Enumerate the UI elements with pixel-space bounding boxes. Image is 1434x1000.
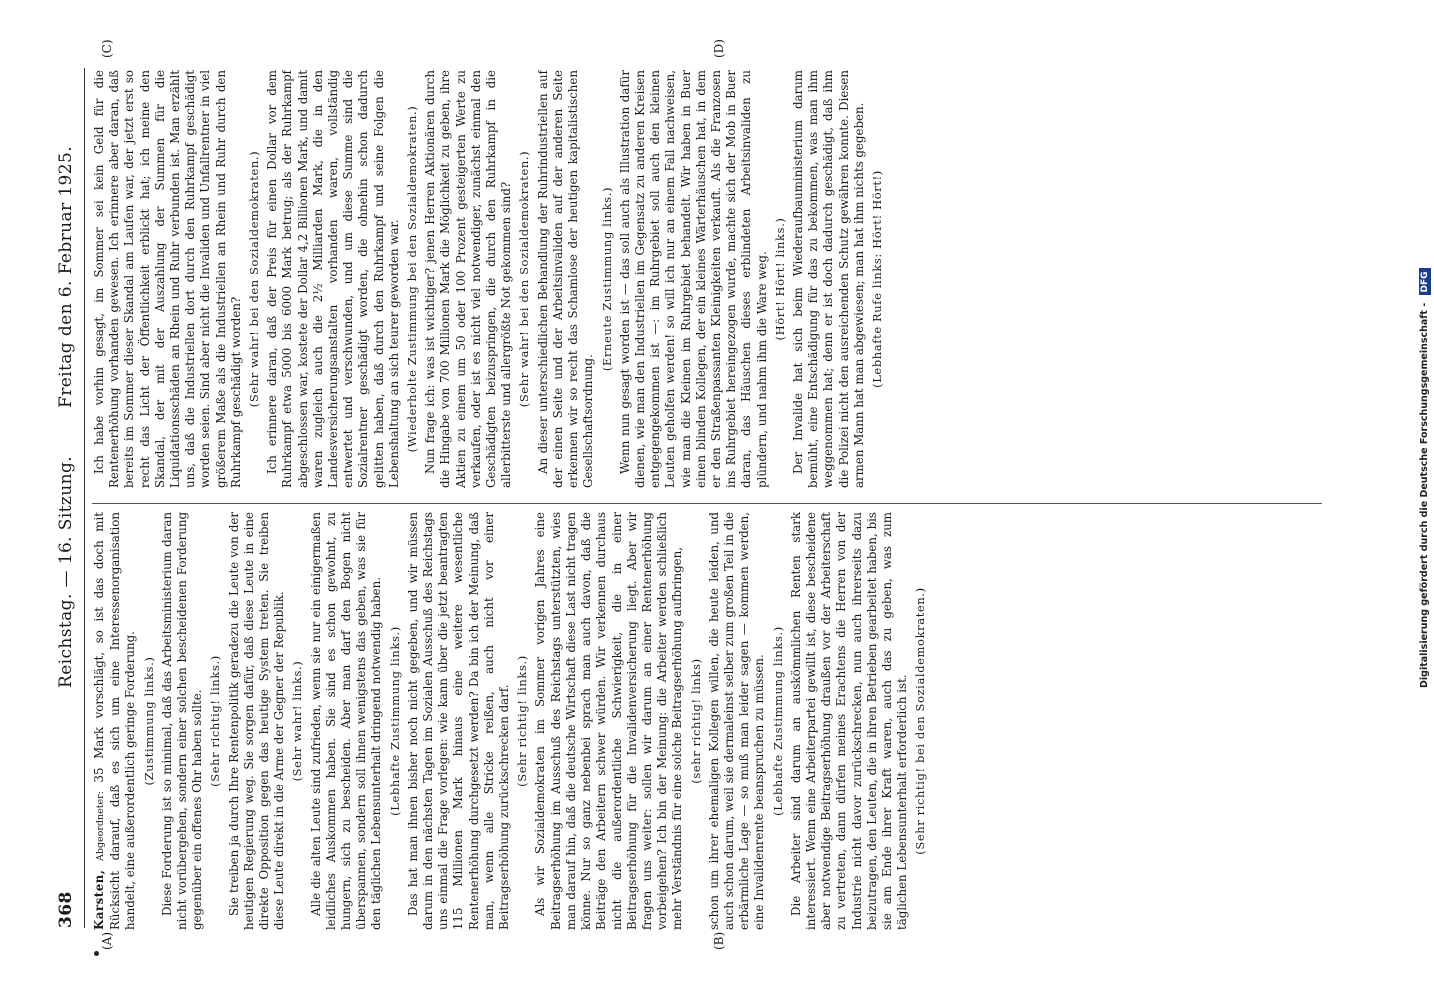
- paragraph: Als wir Sozialdemokraten im Sommer vorigen Jahres eine Beitragserhöhung im Ausschuß des Reichstags unterstützten, wies man darauf hin, daß die deutsche Wirtschaft diese Last nicht tragen könne. Nur so ganz nebenbei sprach man auch davon, daß die Beiträge den Arbeitern schwer würden. Wir verkennen durchaus nicht die außerordentliche Schwierigkeit, die in einer Beitragserhöhung für die Invalidenversicherung liegt. Aber wir fragen uns weiter: sollen wir darum an einer Rentenerhöhung vorbeigehen? Ich bin der Meinung: die Arbeiter werden schließlich mehr Verständnis für eine solche Beitragserhöhung aufbringen,: [533, 512, 685, 930]
- interjection: (Sehr richtig! links.): [208, 655, 223, 787]
- margin-mark-d: (D): [712, 39, 726, 58]
- paragraph: Ich habe vorhin gesagt, im Sommer sei kein Geld für die Rentenerhöhung vorhanden gewesen. Ich erinnere aber daran, daß bereits im Sommer dieser Skandal am Laufen war, der jetzt erst so recht das Licht der Öffentlichkeit erblickt hat; ich meine den Skandal, der mit der Auszahlung der Summen für die Liquidationsschäden an Rhein und Ruhr verbunden ist. Man erzählt uns, daß die Industriellen dort durch den Ruhrkampf geschädigt worden seien. Sind aber nicht die Invaliden und Unfallrentner in viel größerem Maße als die Industriellen an Rhein und Ruhr durch den Ruhrkampf geschädigt worden?: [92, 70, 243, 488]
- margin-mark-a: (A): [100, 931, 114, 950]
- paragraph: Sie treiben ja durch Ihre Rentenpolitik geradezu die Leute von der heutigen Regierung weg. Sie sorgen dafür, daß diese Leute in eine direkte Opposition gegen das heutige System treten. Sie treiben diese Leute direkt in die Arme der Gegner der Republik.: [226, 512, 287, 930]
- right-column: [92, 70, 1322, 488]
- speaker-paragraph: [92, 512, 139, 930]
- interjection: (sehr richtig! links): [688, 658, 703, 784]
- interjection: (Lebhafte Zustimmung links.): [387, 626, 402, 816]
- interjection: (Sehr wahr! bei den Sozialdemokraten.): [247, 150, 262, 408]
- scan-speck: [94, 951, 99, 956]
- interjection: (Erneute Zustimmung links.): [599, 186, 614, 372]
- margin-mark-b: (B): [712, 931, 726, 950]
- margin-mark-c: (C): [100, 39, 114, 58]
- paragraph: Nun frage ich: was ist wichtiger? jenen Herren Aktionären durch die Hingabe von 700 Millionen Mark die Möglichkeit zu geben, ihre Aktien zu einem um 50 oder 100 Prozent gesteigerten Werte zu verkaufen, oder ist es nicht viel notwendiger, zunächst einmal den Geschädigten beizuspringen, die durch den Ruhrkampf in die allerbitterste und allergrößte Not gekommen sind?: [423, 70, 514, 488]
- paragraph: Alle die alten Leute sind zufrieden, wenn sie nur ein einigermaßen leidliches Auskommen haben. Sie sind es schon gewohnt, zu hungern, sich zu bescheiden. Aber man darf den Bogen nicht überspannen, sondern soll ihnen wenigstens das geben, was sie für den täglichen Lebensunterhalt dringend notwendig haben.: [308, 512, 384, 930]
- paragraph: Das hat man ihnen bisher noch nicht gegeben, und wir müssen darum in den nächsten Tagen im Sozialen Ausschuß des Reichstags uns einmal die Frage vorlegen: wie kann über die jetzt beantragten 115 Millionen Mark hinaus eine weitere wesentliche Rentenerhöhung durchgesetzt werden? Da bin ich der Meinung, daß man, wenn alle Stricke reißen, auch nicht vor einer Beitragserhöhung zurückschrecken darf.: [405, 512, 512, 930]
- session-title: Reichstag. — 16. Sitzung.: [56, 455, 76, 688]
- interjection: (Wiederholte Zustimmung bei den Sozialdemokraten.): [405, 105, 420, 453]
- interjection: (Sehr wahr! bei den Sozialdemokraten.): [517, 150, 532, 408]
- dfg-logo: DFG: [1419, 268, 1431, 295]
- header-rule: [84, 68, 85, 928]
- interjection: (Sehr richtig! bei den Sozialdemokraten.): [913, 587, 928, 855]
- interjection: (Lebhafte Rufe links: Hört! Hört!): [869, 170, 884, 388]
- paragraph-text: 35 Mark vorschlägt, so ist das doch mit Rücksicht darauf, daß es sich um eine Interessenorganisation handelt, eine außerordentlich geringe Forderung.: [92, 512, 138, 930]
- left-column: [92, 512, 1322, 930]
- paragraph: An dieser unterschiedlichen Behandlung der Ruhrindustriellen auf der einen Seite und der Arbeitsinvaliden auf der anderen Seite erkennen wir so recht das Schamlose der heutigen kapitalistischen Gesellschaftsordnung.: [535, 70, 596, 488]
- paragraph: Ich erinnere daran, daß der Preis für einen Dollar vor dem Ruhrkampf etwa 5000 bis 6000 Mark betrug; als der Ruhrkampf abgeschlossen war, kostete der Dollar 4,2 Billionen Mark, und damit waren zugleich auch die 2½ Milliarden Mark, die in den Landesversicherungsanstalten vorhanden waren, vollständig entwertet und verschwunden, und um diese Summe sind die Sozialrentner geschädigt worden, die ohnehin schon dadurch gelitten haben, daß durch den Ruhrkampf und seine Folgen die Lebenshaltung an sich teurer geworden war.: [265, 70, 401, 488]
- date-title: Freitag den 6. Februar 1925.: [56, 145, 76, 408]
- paragraph: schon um ihrer ehemaligen Kollegen willen, die heute leiden, und auch schon darum, weil sie dermaleinst selber zum großen Teil in die erbärmliche Lage — so muß man leider sagen — kommen werden, eine Invalidenrente beanspruchen zu müssen.: [706, 512, 767, 930]
- paragraph: Der Invalide hat sich beim Wiederaufbauministerium darum bemüht, eine Entschädigung für das zu bekommen, was man ihm weggenommen hat; denn er ist doch dadurch geschädigt, daß ihm die Polizei nicht den ausreichenden Schutz gewähren konnte. Diesen armen Mann hat man abgewiesen; man hat ihm nichts gegeben.: [790, 70, 866, 488]
- digitization-credit: [1416, 8, 1434, 688]
- running-head: [50, 68, 84, 928]
- interjection: (Zustimmung links.): [141, 656, 156, 786]
- speaker-role: Abgeordneter:: [95, 791, 106, 861]
- column-divider: [92, 503, 1322, 504]
- page-number: 368: [56, 891, 76, 928]
- paragraph: Die Arbeiter sind darum an auskömmlichen Renten stark interessiert. Wenn eine Arbeiterpartei gewillt ist, diese bescheidene aber notwendige Beitragserhöhung draußen vor der Arbeiterschaft zu vertreten, dann dürfen meines Erachtens die Herren von der Industrie nicht davor zurückschrecken, nun auch ihrerseits dazu beizutragen, den Leuten, die in ihren Betrieben gearbeitet haben, bis sie am Ende ihrer Kraft waren, auch das zu geben, was zum täglichen Lebensunterhalt erforderlich ist.: [788, 512, 910, 930]
- interjection: (Hört! Hört! links.): [772, 217, 787, 341]
- paragraph: Wenn nun gesagt worden ist — das soll auch als Illustration dafür dienen, wie man den Industriellen im Gegensatz zu anderen Kreisen entgegengekommen ist —: im Ruhrgebiet soll auch den kleinen Leuten geholfen werden! so will ich nur an einem Fall nachweisen, wie man die Kleinen im Ruhrgebiet behandelt. Wir haben in Buer einen blinden Kollegen, der ein kleines Wärterhäuschen hat, in dem er den Straßenpassanten Kleinigkeiten verkauft. Als die Franzosen ins Ruhrgebiet hereingezogen wurde, machte sich der Mob in Buer daran, das Häuschen dieses erblindeten Arbeitsinvaliden zu plündern, und nahm ihm die Ware weg.: [617, 70, 769, 488]
- paragraph: Diese Forderung ist so minimal, daß das Arbeitsministerium daran nicht vorübergehen, sondern einer solchen bescheidenen Forderung gegenüber ein offenes Ohr haben sollte.: [159, 512, 205, 930]
- speaker-name: Karsten,: [92, 869, 106, 930]
- interjection: (Sehr wahr! links.): [290, 660, 305, 782]
- interjection: (Lebhafte Zustimmung links.): [770, 626, 785, 816]
- interjection: (Sehr richtig! links.): [515, 655, 530, 787]
- credit-text: Digitalisierung gefördert durch die Deutsche Forschungsgemeinschaft -: [1419, 302, 1430, 688]
